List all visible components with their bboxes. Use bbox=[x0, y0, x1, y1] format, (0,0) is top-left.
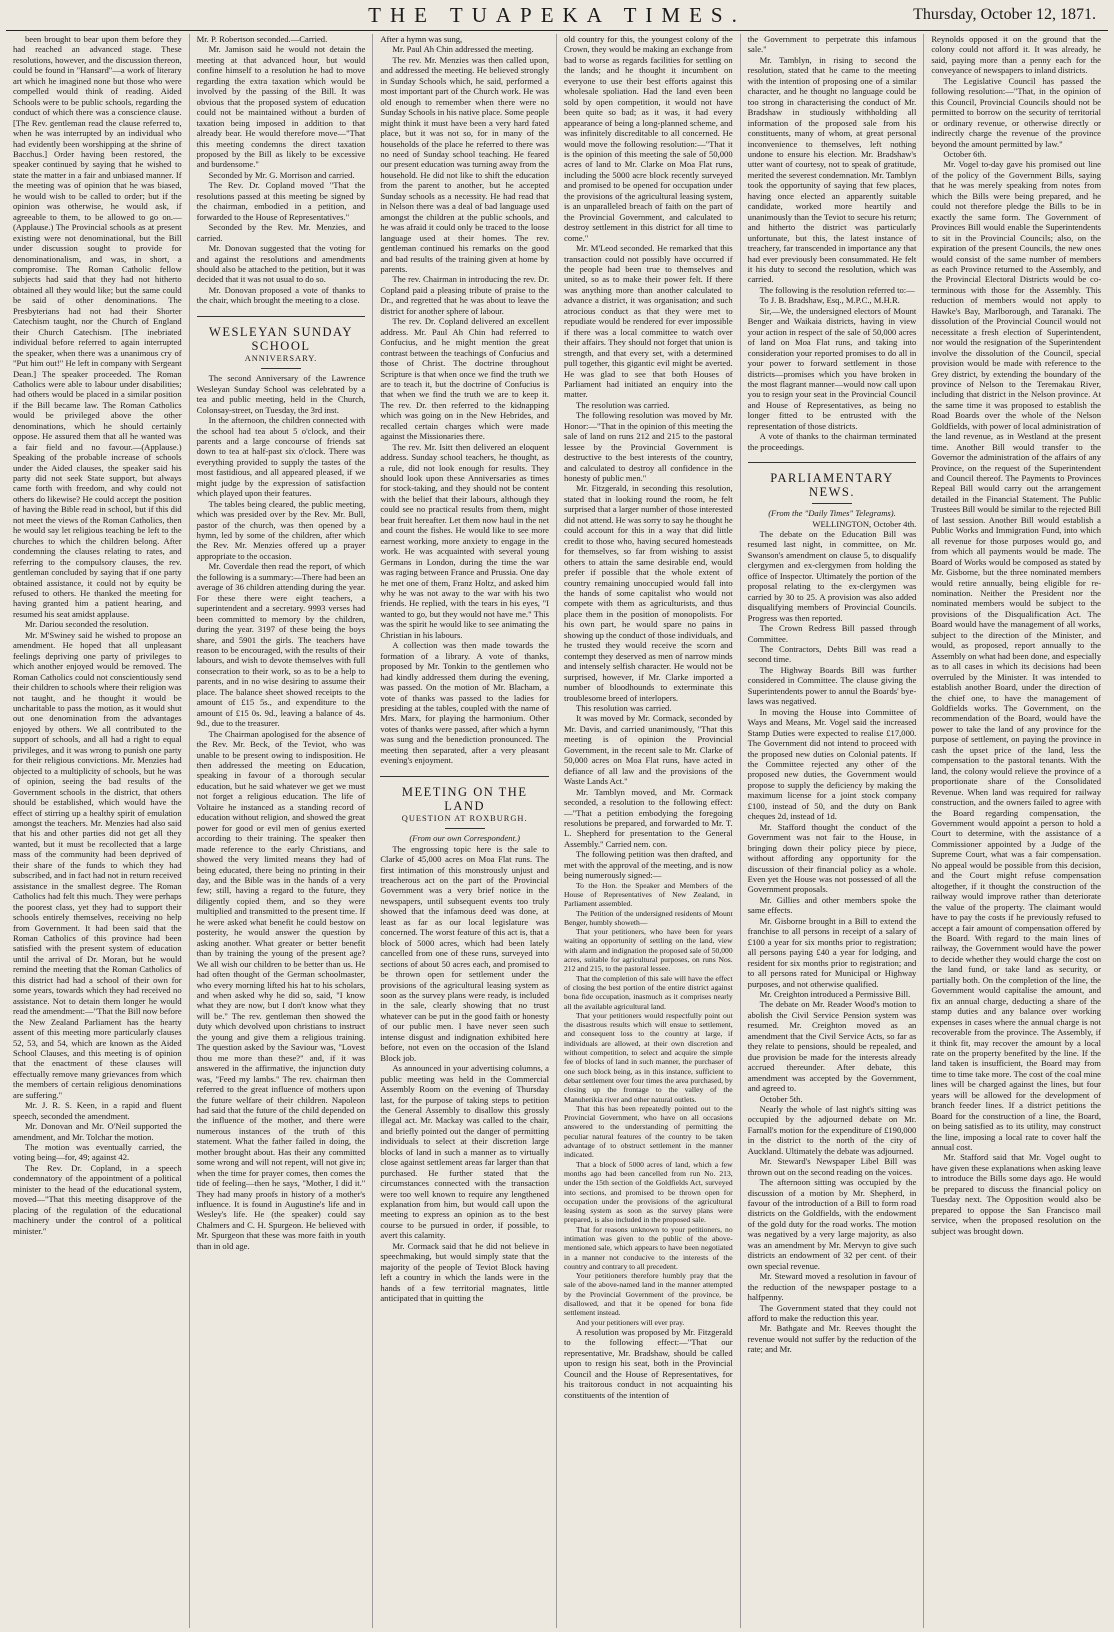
article-paragraph: Mr. Paul Ah Chin addressed the meeting. bbox=[392, 44, 534, 55]
article-paragraph: Mr. J. R. S. Keen, in a rapid and fluent speech, seconded the amendment. bbox=[13, 1100, 182, 1121]
headline-subtitle: ANNIVERSARY. bbox=[244, 353, 318, 363]
article-paragraph: The following petition was then drafted, and met with the approval of the meeting, and is now being numerously signed:— bbox=[564, 849, 733, 881]
article-paragraph: A resolution was proposed by Mr. Fitzgerald to the following effect:—"That our representative, Mr. Bradshaw, should be called upon to resign his seat, both in the Provincial Council and the House of Representatives, for his traitorous conduct in not acquainting his constituents of the intention of bbox=[564, 1326, 733, 1400]
article-paragraph: Mr. P. Robertson seconded.—Carried. bbox=[196, 34, 328, 44]
article-paragraph: Mr. Jamison said he would not detain the meeting at that advanced hour, but would confine himself to a resolution he had to move regarding the extra taxation which would be involved by the passing of the Bill. It was obvious that the proposed system of education could not be maintained without a burden of taxation being imposed in addition to that already bear. He would therefore move—"That this meeting condemns the direct taxation proposed by the Bill as likely to be excessive and burdensome." bbox=[196, 44, 366, 170]
headline-rule bbox=[445, 828, 485, 829]
article-paragraph: A collection was then made towards the formation of a library. A vote of thanks, proposed by Mr. Tonkin to the gentlemen who had kindly addressed them during the evening, was passed. On the motion of Mr. Blacham, a vote of thanks was passed to the ladies for presiding at the tables, coupled with the name of Mrs. Marx, for playing the harmonium. Other votes of thanks were passed, after which a hymn was sung and the benediction pronounced. The meeting then separated, after a very pleasant evening's enjoyment. bbox=[380, 640, 549, 766]
article-paragraph: The motion was eventually carried, the voting being—for, 49; against 42. bbox=[13, 1142, 182, 1163]
article-paragraph: October 5th. bbox=[759, 1093, 803, 1104]
petition-paragraph: That your petitioners would respectfully point out the disastrous results which will ensue to settlement, and consequent loss to the country at large, if individuals are allowed, at their own discretion and without competition, to select and acquire the simple fee of blocks of land in such manner, the purchaser of one such block being, as in this instance, sufficient to debar settlement over four times the area purchased, by closing up the frontage to the valley of the Manuherikia river and other natural outlets. bbox=[564, 1010, 733, 1104]
article-paragraph: A vote of thanks to the chairman terminated the proceedings. bbox=[747, 431, 917, 452]
article-paragraph: Mr. Fitzgerald, in seconding this resolution, stated that in looking round the room, he felt surprised that a larger number of those interested did not attend. He was sorry to say he thought he could account for this in a way that did little credit to those who, having secured homesteads for themselves, so far from wishing to assist others to attain the same desirable end, would prefer if possible that the whole extent of country remaining unoccupied would fall into the hands of some capitalist who would not compete with them as agriculturists, and thus place them in the position of monopolists. For his own part, he would spare no pains in showing up the conduct of those individuals, and he trusted they would receive the scorn and contempt they deserved as men of narrow minds and intensely selfish character. He would not be surprised, however, if Mr. Clarke imported a number of bloodhounds to exterminate this troublesome breed of interlopers. bbox=[564, 483, 733, 703]
article-paragraph: The rev. Dr. Copland delivered an excellent address. Mr. Paul Ah Chin had referred to Confucius, and he might mention the great contrast between the teachings of Confucius and those of Christ. The doctrine throughout Scripture is that when once we find the truth we are to teach it, but the doctrine of Confucius is that when we find the truth we are to keep it. The rev. Dr. then referred to the kidnapping which was going on in the New Hebrides, and recalled certain charges which were made against the Missionaries there. bbox=[380, 316, 549, 442]
article-paragraph: The resolution was carried. bbox=[576, 399, 670, 410]
article-paragraph: Mr. Gisborne brought in a Bill to extend the franchise to all persons in receipt of a salary of £100 a year for six months prior to registration; all persons paying £40 a year for lodging, and resident for six months prior to registration; and to all persons rated for Municipal or Highway purposes, and not otherwise qualified. bbox=[747, 915, 917, 989]
petition-paragraph: The Petition of the undersigned residents of Mount Benger, humbly showeth— bbox=[564, 908, 733, 927]
article-paragraph: The Government stated that they could not afford to make the reduction this year. bbox=[747, 1302, 917, 1324]
article-paragraph: The rev. Chairman in introducing the rev. Dr. Copland paid a pleasing tribute of praise to the Dr., and regretted that he was about to leave the district for another sphere of labour. bbox=[380, 274, 549, 316]
petition-paragraph: That this has been repeatedly pointed out to the Provincial Government, who have on all occasions answered to the understanding of permitting the peculiar natural features of the country to be taken advantage of to obstruct settlement in the manner indicated. bbox=[564, 1103, 733, 1160]
article-paragraph: The afternoon sitting was occupied by the discussion of a motion by Mr. Shepherd, in favour of the introduction of a Bill to form road districts on the Goldfields, with the endowment of the gold duty for the road works. The motion was negatived by a very large majority, as also was an amendment by Mr. Mervyn to give such districts an endowment of 32 per cent. of their own special revenue. bbox=[747, 1177, 917, 1271]
article-paragraph: Mr. Steward moved a resolution in favour of the reduction of the newspaper postage to a halfpenny. bbox=[747, 1271, 917, 1303]
article-paragraph: October 6th. bbox=[943, 148, 987, 159]
article-paragraph: The Rev. Dr. Copland, in a speech condemnatory of the appointment of a political minister to the head of the educational system, moved—"That this meeting disapprove of the placing of the regulation of the educational machinery under the control of a political minister." bbox=[13, 1162, 182, 1236]
article-paragraph: The rev. Mr. Isitt then delivered an eloquent address. Sunday school teachers, he thought, as a rule, did not look enough for results. They should look upon these Anniversaries as times for stock-taking, and they should not be content with the belief that their labours, although they could see no practical results from them, might bear fruit hereafter. Let them now haul in the net and count the fishes. He would like to see more earnest working, more anxiety to engage in the work. He was acquainted with several young Germans in London, during the time the war was raging between France and Prussia. One day he met one of them, Franz Holtz, and asked him why he was not away to the war with his two friends. He replied, with the tears in his eyes, "I wanted to go, but they would not have me." This was the spirit he would like to see animating the Christian in his labours. bbox=[380, 441, 549, 640]
article-paragraph: the Government to perpetrate this infamous sale." bbox=[747, 34, 917, 55]
headline-rule bbox=[812, 503, 852, 504]
column-4 bbox=[557, 34, 741, 1628]
petition-paragraph: That a block of 5000 acres of land, which a few months ago had been cancelled from run No. 213, under the 15th section of the Goldfields Act, surveyed into sections, and promised to be thrown open for occupation under the provisions of the agricultural leasing system as soon as the survey plans were prepared, is also included in the proposed sale. bbox=[564, 1159, 733, 1225]
article-paragraph: The Legislative Council has passed the following resolution:—"That, in the opinion of this Council, Provincial Councils should not be permitted to borrow on the security of territorial or ordinary revenue, or otherwise directly or indirectly charge the revenue of the province beyond the amount permitted by law." bbox=[931, 75, 1101, 149]
headline-subtitle: QUESTION AT ROXBURGH. bbox=[401, 813, 528, 823]
petition-paragraph: That the completion of this sale will have the effect of closing the best portion of the entire district against bona fide occupation, inasmuch as it comprises nearly all the available agricultural land. bbox=[564, 973, 733, 1011]
article-paragraph: As announced in your advertising columns, a public meeting was held in the Commercial Assembly Room on the evening of Thursday last, for the purpose of taking steps to petition the General Assembly to disallow this grossly illegal act. Mr. Mackay was called to the chair, and briefly pointed out the danger of permitting individuals to select at their discretion large blocks of land in such a manner as to virtually close against settlement areas far larger than that purchased. He further stated that the circumstances connected with the transaction were too well known to require any lengthened explanation from him, but would call upon the meeting to express an opinion as to the best course to be pursued in order, if possible, to avert this calamity. bbox=[380, 1063, 549, 1241]
article-paragraph: The Contractors, Debts Bill was read a second time. bbox=[747, 644, 917, 665]
article-paragraph: Mr. Tamblyn moved, and Mr. Cormack seconded, a resolution to the following effect:—"That a petition embodying the foregoing resolutions be prepared, and forwarded to Mr. T. L. Shepherd for presentation to the General Assembly." Carried nem. con. bbox=[564, 786, 733, 849]
article-paragraph: The Rev. Dr. Copland moved "That the resolutions passed at this meeting be signed by the chairman, embodied in a petition, and forwarded to the House of Representatives." bbox=[196, 180, 366, 222]
column-3 bbox=[373, 34, 557, 1628]
article-credit: (From the "Daily Times" Telegrams). bbox=[768, 508, 896, 519]
article-paragraph: old country for this, the youngest colony of the Crown, they would be making an exchange from bad to worse as regards facilities for settling on the lands; and he thought it incumbent on everyone to use their best efforts against this wholesale spoliation. Had the land even been sold by open competition, it would not have been quite so bad; as it was, it had every appearance of being a long-planned scheme, and was infinitely discreditable to all concerned. He would move the following resolution:—"That it is the opinion of this meeting the sale of 50,000 acres of land to Mr. Clarke on Moa Flat runs, including the 5000 acre block recently surveyed and promised to be opened for occupation under the provisions of the agricultural leasing system, is an unparalleled breach of faith on the part of the Provincial Government, and calculated to destroy settlement in this district for all time to come." bbox=[564, 34, 733, 243]
article-paragraph: Mr. Bathgate and Mr. Reeves thought the revenue would not suffer by the reduction of the rate; and Mr. bbox=[747, 1323, 917, 1355]
petition-paragraph: And your petitioners will ever pray. bbox=[576, 1317, 685, 1327]
article-paragraph: Mr. Donovan proposed a vote of thanks to the chair, which brought the meeting to a close. bbox=[196, 284, 366, 306]
article-paragraph: The debate on Mr. Reader Wood's motion to abolish the Civil Service Pension system was resumed. Mr. Creighton moved as an amendment that the Civil Service Acts, so far as they relate to pensions, should be repealed, and due provision be made for the interests already accrued thereunder. After debate, this amendment was accepted by the Government, and agreed to. bbox=[747, 999, 917, 1094]
article-paragraph: Seconded by Mr. G. Morrison and carried. bbox=[208, 169, 355, 180]
petition-paragraph: That your petitioners, who have been for years waiting an opportunity of settling on the land, view with alarm and indignation the proposed sale of 50,000 acres, suitable for agricultural purposes, on runs Nos. 212 and 215, to the pastoral lessee. bbox=[564, 927, 733, 974]
article-credit: (From our own Correspondent.) bbox=[409, 833, 520, 844]
article-paragraph: been brought to bear upon them before they had reached an advanced stage. These resolutions, however, and the discussion thereon, could be found in "Hansard"—a work of literary art which he imagined none but those who were compelled would think of reading. Aided Schools were to be public schools, regarding the conduct of which there was a conscience clause. [The Rev. gentleman read the clause referred to, when he was interrupted by an individual who had evidently been worshipping at the shrine of Bacchus.] Order having been restored, the speaker continued by saying that he wished to state the matter in a fair and unbiased manner. If the meeting was of opinion that he was biased, he would wish to be called to order; but if the opinion was otherwise, he would ask, if agreeable to them, to be allowed to go on.—(Applause.) The Provincial schools as at present existing were not denominational, but the Bill under discussion sought to provide for denominationalism, and was, in short, a compromise. The Roman Catholic fellow subjects had said that they had not hitherto obtained all they would like; but the same could be said of other denominations. The Presbyterians had not had their Shorter Catechism taught, nor the Church of England their Church Catechism. [The inebriated individual before referred to again interrupted the speaker, when there was a unanimous cry of "Put him out!" He left in company with Sergeant Dean.] The speaker proceeded. The Roman Catholics were able to labour under disabilities; had others would be placed in a similar position if the Bill became law. The Roman Catholics would be privileged above the other denominations, which he should certainly oppose. He assured them that all he wanted was a fair field and no favour.—(Applause.) Speaking of the probable increase of schools under the Aided clauses, the speaker said his party did not seek State support, but always came forth with freedom, and why could not others do likewise? He could accept the position of having the Bible read in school, but if this did not meet the views of the Roman Catholics, then he would say let religious teaching be left to the churches to which the children belong. After condemning the clauses relating to rates, and referring to the compulsory clauses, the rev. gentleman concluded by saying that if one party obtained assistance, it could not by equity be refused to others. He thanked the meeting for having granted him a patient hearing, and resumed his seat amidst applause. bbox=[13, 34, 182, 619]
article-paragraph: The debate on the Education Bill was resumed last night, in committee, on Mr. Swanson's amendment on clause 5, to disqualify clergymen and ex-clergymen from holding the office of Inspector. Ultimately the portion of the proposal relating to the ex-clergymen was carried by 30 to 25. A provision was also added disqualifying members of Provincial Councils. Progress was then reported. bbox=[747, 529, 917, 623]
article-paragraph: This resolution was carried. bbox=[576, 703, 672, 713]
masthead-title: THE TUAPEKA TIMES. bbox=[368, 2, 746, 27]
article-paragraph: The Highway Boards Bill was further considered in Committee. The clause giving the Superintendents power to annul the Boards' bye-laws was negatived. bbox=[747, 664, 917, 707]
column-6 bbox=[924, 34, 1108, 1628]
article-paragraph: Mr. M'Leod seconded. He remarked that this transaction could not possibly have occurred if the people had been true to themselves and united, so as to make their power felt. If there was anything more than another calculated to advance a district, it was organisation; and such atrocious conduct as that they were met to repudiate would be rendered for ever impossible if there was a local committee to watch over their affairs. They should not forget that union is strength, and that every set, with a determined pull together, this gigantic evil might be averted. He was glad to see that both Houses of Parliament had initiated an enquiry into the matter. bbox=[564, 243, 733, 400]
article-paragraph: The engrossing topic here is the sale to Clarke of 45,000 acres on Moa Flat runs. The first intimation of this monstrously unjust and treacherous act on the part of the Provincial Government was a very brief notice in the newspapers, until subsequent events too truly showed that the infamous deed was done, at least as far as our local legislature was concerned. The worst feature of this act is, that a block of 5000 acres, which had been lately cancelled from one of these runs, surveyed into sections of about 50 acres each, and promised to be thrown open for settlement under the provisions of the agricultural leasing system as soon as the survey plans were ready, is included in the sale, clearly showing that no trust whatever can be put in the good faith or honesty of our public men. I have never seen such intense disgust and indignation exhibited here before, not even on the occasion of the Island Block job. bbox=[380, 843, 549, 1063]
headline-title: PARLIAMENTARY NEWS. bbox=[770, 471, 894, 500]
article-paragraph: After a hymn was sung, bbox=[380, 34, 463, 44]
article-paragraph: Mr. Gillies and other members spoke the same effects. bbox=[747, 894, 917, 916]
headline-title: WESLEYAN SUNDAY SCHOOL bbox=[209, 324, 353, 353]
article-paragraph: The tables being cleared, the public meeting, which was presided over by the Rev. Mr. Bull, pastor of the church, was then opened by a hymn, led by some of the children, after which the Rev. Mr. Menzies offered up a prayer appropriate to the occasion. bbox=[196, 498, 366, 561]
article-paragraph: Mr. Creighton introduced a Permissive Bill. bbox=[759, 988, 911, 999]
article-paragraph: Seconded by the Rev. Mr. Menzies, and carried. bbox=[196, 222, 366, 243]
petition-paragraph: That for reasons unknown to your petitioners, no intimation was given to the public of the above-mentioned sale, which appears to have been negotiated in a manner not conducive to the interests of the country and contrary to all precedent. bbox=[564, 1224, 733, 1271]
article-paragraph: The following is the resolution referred to:— bbox=[759, 284, 915, 295]
column-1 bbox=[6, 34, 190, 1628]
article-paragraph: To J. B. Bradshaw, Esq., M.P.C., M.H.R. bbox=[759, 295, 900, 306]
article-paragraph: Mr. Donovan and Mr. O'Neil supported the amendment, and Mr. Tolchar the motion. bbox=[13, 1121, 182, 1142]
article-paragraph: Nearly the whole of last night's sitting was occupied by the adjourned debate on Mr. Farnall's motion for the expenditure of £190,000 in the district to the north of the city of Auckland. Ultimately the debate was adjourned. bbox=[747, 1103, 917, 1156]
article-paragraph: The Crown Redress Bill passed through Committee. bbox=[747, 623, 917, 644]
article-headline bbox=[380, 776, 549, 829]
article-headline bbox=[748, 462, 917, 504]
column-2 bbox=[190, 34, 374, 1628]
masthead-date: Thursday, October 12, 1871. bbox=[913, 6, 1096, 23]
article-paragraph: Mr. Coverdale then read the report, of which the following is a summary:—There had been an average of 36 children attending during the year. For these there were eight teachers, a superintendent and a secretary. 9993 verses had been committed to memory by the children, during the year. 3197 of these being the boys share, and 5901 the girls. The teachers have reason to be encouraged, with the results of their labours, and wish to devote themselves with full consecration to their work, so as to be a help to parents, and in no wise desiring to assume their place. The balance sheet showed receipts to the amount of £15 5s., and expenditure to the amount of £15 0s. 9d., leaving a balance of 4s. 9d., due to the treasurer. bbox=[196, 561, 366, 729]
article-paragraph: Mr. Stafford thought the conduct of the Government was not fair to the House, in bringing down their policy piece by piece, without affording any opportunity for the discussion of their financial policy as a whole. Even yet the House was not possessed of all the Government proposals. bbox=[747, 821, 917, 895]
article-paragraph: Mr. Stafford said that Mr. Vogel ought to have given these explanations when asking leave to introduce the Bills some days ago. He would be prepared to discuss the financial policy on Tuesday next. The Opposition would also be prepared to oppose the San Francisco mail service, when the proposed resolution on the subject was brought down. bbox=[931, 1152, 1101, 1236]
masthead bbox=[6, 0, 1108, 31]
column-5 bbox=[741, 34, 925, 1628]
article-paragraph: In the afternoon, the children connected with the school had tea about 5 o'clock, and their parents and a large concourse of friends sat down to tea at half-past six o'clock. There was everything provided to supply the tastes of the most fastidious, and all appeared pleased, if we might judge by the expression of satisfaction which played upon their features. bbox=[196, 415, 366, 499]
article-paragraph: Mr. Cormack said that he did not believe in speechmaking, but would simply state that the majority of the people of Teviot Block having left a country in which the lands were in the hands of a few territorial magnates, little anticipated that in quitting the bbox=[380, 1240, 549, 1304]
article-paragraph: The Chairman apologised for the absence of the Rev. Mr. Beck, of the Teviot, who was unable to be present owing to indisposition. He then addressed the meeting on Education, speaking in favour of a thorough secular education, but he said whatever we get we must not forget a religious education. The life of Voltaire he instanced as a standing record of education without religion, and showed the great power for good or evil men of genius exerted according to their training. The speaker then made reference to the early Christians, and showed the very limited means they had of being educated, there being no printing in their day, and the Bible was in the hands of a very few; still, having a regard to the future, they diligently copied them, and so they were multiplied and transmitted to the present time. If he were asked what benefit he could bestow on posterity, he would answer the question by asking another. What greater or better benefit than by training the young of the present age? We all wish our children to be better than us. He had often thought of the German schoolmaster, who every morning lifted his hat to his scholars, and when asked why he did so, said, "I know what they are now, but I don't know what they will be." The rev. gentleman then showed the duty which devolved upon christians to instruct the young and give them a religious training. The question asked by the Saviour was, "Lovest thou me more than these?" and, if it was answered in the affirmative, the injunction duty was, "Feed my lambs." The rev. chairman then referred to the great influence of mothers upon the future welfare of their children. Napoleon had said that the future of the child depended on the influence of the mother, and there were numerous instances of the truth of this statement. What the father failed in doing, the mother brought about. Has their any committed some wrong and will not repent, will not give in; when the time for prayer comes, then comes the tide of feeling—then he says, "Mother, I did it." They had many proofs in history of a mother's influence. It is found in Augustine's life and in Wesley's life. He (the speaker) could say Chalmers and C. H. Spurgeon. He believed with Mr. Spurgeon that these was more faith in youth than in old age. bbox=[196, 728, 366, 1251]
petition-paragraph: To the Hon. the Speaker and Members of the House of Representatives of New Zealand, in Parliament assembled. bbox=[564, 880, 733, 909]
article-dateline: WELLINGTON, October 4th. bbox=[812, 518, 917, 529]
article-paragraph: Mr. Donovan suggested that the voting for and against the resolutions and amendments should also be attached to the petition, but it was decided that it was not usual to do so. bbox=[196, 243, 366, 285]
headline-title: MEETING ON THE LAND bbox=[401, 784, 528, 813]
article-paragraph: The following resolution was moved by Mr. Honor:—"That in the opinion of this meeting the sale of land on runs 212 and 215 to the pastoral lessee by the Provincial Government is destructive to the best interests of the country, and calculated to destroy all confidence in the honesty of public men." bbox=[564, 410, 733, 484]
article-paragraph: Mr. Tamblyn, in rising to second the resolution, stated that he came to the meeting with the intention of proposing one of a similar character, and he thought no language could be too strong in characterising the conduct of Mr. Bradshaw in studiously withholding all information of the proposed sale from his constituents, many of whom, at great personal inconvenience to themselves, left nothing undone to ensure his election. Mr. Bradshaw's utter want of courtesy, not to speak of gratitude, merited the severest condemnation. Mr. Tamblyn took the opportunity of saying that few places, having once elected an apparently suitable candidate, worked more heartily and unanimously than the Teviot to secure his return; and hitherto the district was particularly unfortunate, but this, the latest instance of treachery, far transcended in importance any that had ever previously been consummated. He felt it his duty to second the resolution, which was carried. bbox=[747, 54, 917, 285]
article-paragraph: Reynolds opposed it on the ground that the colony could not afford it. It was already, he said, paying more than a penny each for the conveyance of newspapers to inland districts. bbox=[931, 34, 1101, 76]
article-paragraph: In moving the House into Committee of Ways and Means, Mr. Vogel said the increased Stamp Duties were expected to realise £17,000. The Government did not intend to proceed with the proposed new duties on Colonial patents. If the Committee rejected any other of the proposed new duties, the Government would propose to supply the deficiency by making the maximum license for a joint stock company £100, instead of 50, and the duty on Bank cheques 2d, instead of 1d. bbox=[747, 706, 917, 822]
article-paragraph: Mr. Steward's Newspaper Libel Bill was thrown out on the second reading on the voices. bbox=[747, 1156, 917, 1177]
article-paragraph: Mr. Vogel to-day gave his promised out line of the policy of the Government Bills, saying that he was merely speaking from notes from which the Bills were being prepared, and he could not therefore pledge the Bills to be in exactly the same form. The Government of Provinces Bill would enable the Superintendents to sit in the Provincial Councils; also, on the expiration of the present Councils, the new ones would consist of the same number of members as each Province returned to the Assembly, and the Provincial Electoral Districts would be co-terminous with those for the Assembly. This reduction of members would not apply to Hawke's Bay, Marlborough, and Taranaki. The dissolution of the Provincial Council would not necessitate a fresh election of Superintendent, nor would the resignation of the Superintendent involve the dissolution of the Council, special provision would be made with reference to the Grey district, by extending the boundary of the province of Nelson to the Teremakau River, including that district in the Nelson province. At the same time it was proposed to establish the Road Boards over the whole of the Nelson Goldfields, with power of local administration of the land revenue, as in Westland at the present time. Another Bill would transfer to the Governor the administration of the affairs of any Province, on the request of the Superintendent and Council thereof. The Payments to Provinces Repeal Bill would carry out the arrangement detailed in the Financial Statement. The Public Trustees Bill would be similar to the rejected Bill of last session. Another Bill would establish a Public Works and Immigration Fund, into which all revenue for those purposes would go, and from which all payments would be made. The Board of Works would be composed as stated by Mr. Gisborne, but the three nominated members would retire annually, being eligible for re-nomination. Neither the President nor the nominated members would be subject to the provisions of the Disqualification Act. The Board would have the management of all works, subject to the direction of the Minister, and would, as proposed, report annually to the Assembly on what had been done, and especially as to all cases in which its decisions had been overruled by the Minister. It was intended to establish another Board, under the direction of the chief one, to have the management of Goldfields works. The Government, on the recommendation of the Board, would have the power to take the land of any province for the purpose of settlement, on paying the province in cash the upset price of the land, less the compensation to the pastoral tenants. With the land, the colony would relieve the province of a proportionate share of the Consolidated Revenue. When land was required for railway construction, and the owners failed to agree with the Board regarding compensation, the Government would appoint a person to hold a Court to determine, with the assistance of a Commissioner appointed by a Judge of the Supreme Court, what was a fair compensation. No appeal would be possible from this decision, and the Court might refuse compensation altogether, if it thought the construction of the railway would improve rather than deteriorate the value of the property. The claimant would have to pay the costs if he previously refused to accept a fair amount of compensation offered by the Board. With regard to the main lines of railway, the Government would have the power to decide whether they would charge the cost on the land fund, or take land as security, or partially both. On the completion of the line, the Government would capitalise the amount, and fix an annual charge, deducting a share of the stamp duties and any balance over working expenses in cases where the annual charge is not recoverable from the province. The Assembly, if it think fit, may recover the amount by a local rate on the property benefited by the line. If the land taken is insufficient, the Board may from time to time take more. The cost of the coal mine lines will be charged against the lines, but four years will be allowed for the development of branch feeder lines. If a district petitions the Board for the construction of a line, the Board, on being satisfied as to its utility, may construct the line, imposing a local rate to cover half the annual cost. bbox=[931, 159, 1101, 1153]
columns bbox=[6, 34, 1108, 1628]
article-headline bbox=[197, 316, 366, 369]
article-paragraph: It was moved by Mr. Cormack, seconded by Mr. Davis, and carried unanimously, "That this meeting is of opinion the Provincial Government, in the recent sale to Mr. Clarke of 50,000 acres on Moa Flat runs, have acted in defiance of all law and the provisions of the Waste Lands Act." bbox=[564, 713, 733, 787]
article-paragraph: The second Anniversary of the Lawrence Wesleyan Sunday School was celebrated by a tea and public meeting, held in the Church, Colonsay-street, on Tuesday, the 3rd inst. bbox=[196, 373, 366, 415]
article-paragraph: The rev. Mr. Menzies was then called upon, and addressed the meeting. He believed strongly in Sunday Schools which, he said, performed a most important part of the Church work. He was old enough to remember when there were no Sunday Schools in his native place. Some people might think it must have been a very hard fated place, but it was not so, for in many of the households of the place he referred to there was no need of Sunday school teaching. He feared our present education was turning away from the household. He did not like to shift the education from the parent to another, but he accepted Sunday schools as a necessity. He had read that in Nelson there was a deal of bad language used amongst the children at the public schools, and he was afraid it could only be traced to the loose language used at their homes. The rev. gentleman continued his remarks on the good and bad results of the training given at home by parents. bbox=[380, 54, 549, 274]
article-paragraph: Mr. M'Swiney said he wished to propose an amendment. He hoped that all unpleasant feelings depriving one party of privileges to which another enjoyed would be removed. The Roman Catholics could not conscientiously send their children to schools where their religion was not taught, and he thought it would be uncharitable to pass the motion, as it would shut out one denomination from the advantages enjoyed by others. We all contributed to the support of schools, and all had a right to equal privileges, and it was wrong to punish one party for their religious convictions. Mr. Menzies had objected to a multiplicity of schools, but he was of opinion, seeing the bad results of the Government schools in the district, that others should be established, which would have the effect of stirring up a healthy spirit of emulation amongst the teachers. Mr. Menzies had also said that his and other parties did not get all they wanted, but it must be recollected that a large mass of the community had been deprived of their share of the funds to which they had subscribed, and in fact had not in return received assistance in the smallest degree. The Roman Catholics had felt this much. They were perhaps the poorest class, yet they had to support their schools entirely themselves, receiving no help from Government. It had been said that the Roman Catholics of this province had been satisfied with the present system of education until the arrival of Dr. Moran, but he would remind the meeting that the Roman Catholics of this district had had a school of their own for some years, towards which they had received no assistance. Not to detain them longer he would read the amendment:—"That the Bill now before the New Zealand Parliament has the hearty assent of this meeting more particularly clauses 52, 53, and 54, which are known as the Aided School Clauses, and this meeting is of opinion that the enactment of these clauses will effectually remove many grievances from which the members of certain religious denominations are suffering." bbox=[13, 629, 182, 1100]
article-paragraph: Sir,—We, the undersigned electors of Mount Benger and Waikaia districts, having in view your action in respect of the sale of 50,000 acres of land on Moa Flat runs, and taking into consideration your reported promises to do all in your power to forward settlement in those districts—promises which you have broken in the most flagrant manner—would now call upon you to resign your seat in the Provincial Council and House of Representatives, as being no longer fitted to be entrusted with the representation of those districts. bbox=[747, 305, 917, 431]
headline-rule bbox=[261, 368, 301, 369]
petition-paragraph: Your petitioners therefore humbly pray that the sale of the above-named land in the manner attempted by the Provincial Government of the province, be disallowed, and that it be opened for bona fide settlement instead. bbox=[564, 1271, 733, 1318]
article-paragraph: Mr. Dariou seconded the resolution. bbox=[25, 619, 149, 630]
